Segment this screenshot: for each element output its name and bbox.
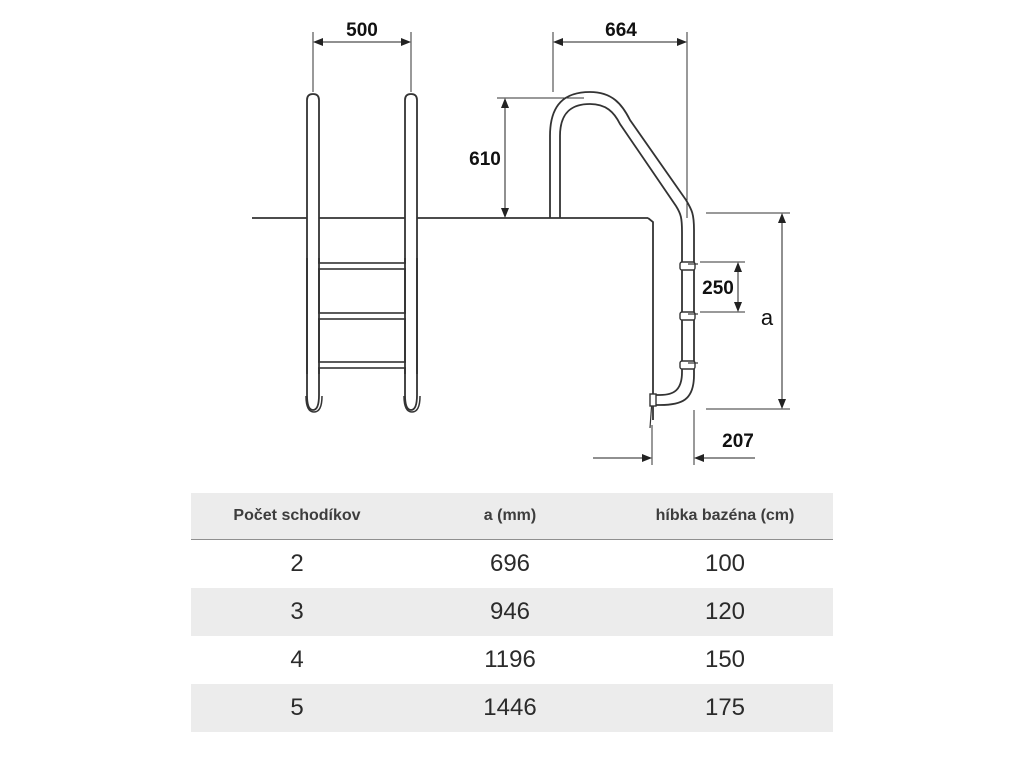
ladder-step-1 <box>315 263 411 269</box>
cell-pool-depth: 100 <box>704 550 746 577</box>
header-step-count: Počet schodíkov <box>191 493 403 540</box>
handrail-inner <box>560 104 682 395</box>
cell-a-mm: 696 <box>489 550 531 577</box>
dimension-label-500: 500 <box>346 20 378 41</box>
dimension-step-spacing <box>700 262 745 312</box>
table-header-row <box>191 493 833 540</box>
side-step-1 <box>680 262 695 270</box>
cell-step-count: 5 <box>191 684 403 732</box>
cell-a-mm: 1446 <box>403 684 617 732</box>
cell-pool-depth: 175 <box>617 684 833 732</box>
dimension-label-664: 664 <box>605 20 637 41</box>
ladder-spec-table <box>191 493 833 732</box>
wall-bracket <box>650 394 656 406</box>
pool-wall <box>648 218 653 420</box>
dimension-label-610: 610 <box>469 149 501 170</box>
cell-step-count: 4 <box>290 646 304 673</box>
handrail-outer <box>550 92 694 405</box>
dimension-label-250: 250 <box>702 278 734 299</box>
dimension-label-207: 207 <box>722 431 754 452</box>
cell-pool-depth: 150 <box>704 646 746 673</box>
header-pool-depth: híbka bazéna (cm) <box>617 493 833 540</box>
dimension-ladder-width <box>313 20 411 92</box>
side-step-2 <box>680 312 695 320</box>
dimension-wall-offset <box>593 410 755 465</box>
cell-step-count: 2 <box>290 550 304 577</box>
header-a-mm: a (mm) <box>403 493 617 540</box>
dimension-handrail-reach <box>553 20 687 218</box>
table-row <box>191 588 833 636</box>
table-row <box>191 636 833 684</box>
cell-a-mm: 946 <box>403 588 617 636</box>
dimension-handrail-height <box>469 98 584 217</box>
ladder-step-2 <box>315 313 411 319</box>
table-row <box>191 684 833 732</box>
cell-pool-depth: 120 <box>617 588 833 636</box>
cell-a-mm: 1196 <box>484 646 536 673</box>
ladder-step-3 <box>315 362 411 368</box>
cell-step-count: 3 <box>191 588 403 636</box>
dimension-label-a: a <box>760 305 774 330</box>
dimension-variable-height <box>706 213 790 409</box>
table-row <box>191 540 833 589</box>
ladder-front-view <box>306 94 420 412</box>
ladder-side-view <box>550 92 698 406</box>
side-step-3 <box>680 361 695 369</box>
